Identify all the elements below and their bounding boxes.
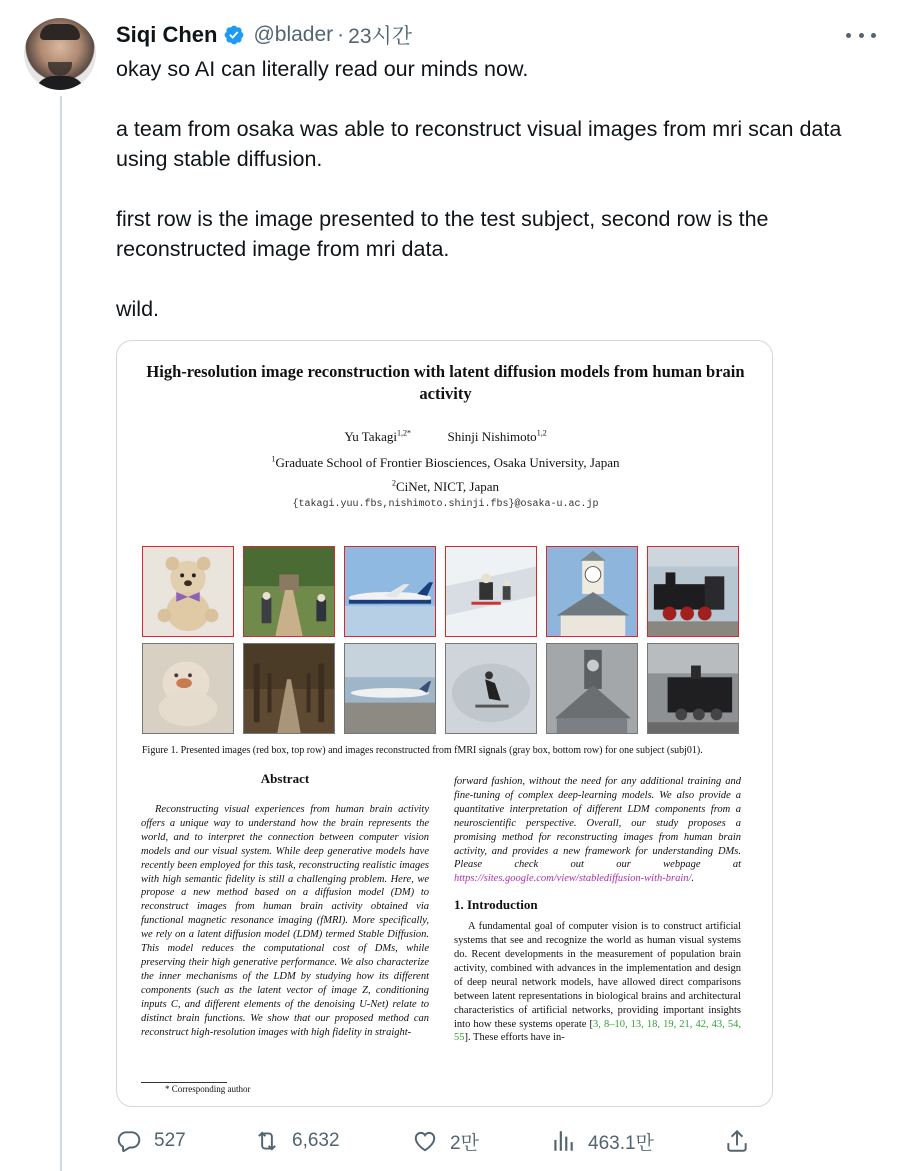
tweet-paragraph: wild. bbox=[116, 297, 160, 321]
reply-icon bbox=[116, 1128, 142, 1154]
views-button[interactable] bbox=[550, 1124, 654, 1158]
author-handle[interactable]: @blader bbox=[253, 23, 334, 46]
views-icon bbox=[550, 1128, 576, 1154]
tweet-paragraph: okay so AI can literally read our minds now. bbox=[116, 57, 529, 81]
project-link[interactable]: https://sites.google.com/view/stablediffusion-with-brain/ bbox=[454, 873, 692, 885]
reconstructed-airliner bbox=[344, 643, 436, 734]
abstract-paragraph: Reconstructing visual experiences from human brain activity offers a unique way to understand how the brain represents the world, and to interpret the connection between computer vision models and our visual system. While deep generative models have recently been employed for this task, reconstructing realistic images with high semantic fidelity is still a challenging problem. Here, we propose a new method based on a diffusion model (DM) to reconstruct images from human brain activity obtained via functional magnetic resonance imaging (fMRI). More specifically, we rely on a latent diffusion model (LDM) termed Stable Diffusion. This model reduces the computational cost of DMs, while preserving their high generative performance. We also characterize the inner mechanisms of the LDM by studying how its different components (such as the latent vector of image Z, conditioning inputs C, and different elements of the denoising U-Net) relate to distinct brain functions. We show that our proposed method can reconstruct high-resolution images with high fidelity in straight- bbox=[141, 804, 429, 1038]
introduction-paragraph: A fundamental goal of computer vision is to construct artificial systems that see and recognize the world as human visual systems do. Recent developments in the measurement of population brain activity, combined with advances in the implementation and design of deep neural network models, have allowed direct comparisons between latent representations in biological brains and architectural characteristics of artificial networks, providing important insights into how these systems operate [3, 8–10, 13, 18, 19, 21, 42, 43, 54, 55]. These efforts have in- bbox=[454, 921, 741, 1044]
abstract-continuation: forward fashion, without the need for any additional training and fine-tuning of complex deep-learning models. We also provide a quantitative interpretation of different LDM components from a neuroscientific perspective. Overall, our study proposes a promising method for reconstructing images from human brain activity, and provides a new framework for understanding DMs. Please check out our webpage at https://sites.google.com/view/stablediffusion-with-brain/. bbox=[454, 776, 741, 885]
share-button[interactable] bbox=[724, 1124, 762, 1158]
separator-dot: · bbox=[337, 23, 345, 46]
affiliation-2: $^2$CiNet, NICT, Japan bbox=[391, 478, 500, 494]
reconstructed-skier bbox=[445, 643, 537, 734]
paper-authors bbox=[117, 429, 773, 445]
reconstructed-clock-tower bbox=[546, 643, 638, 734]
author-name[interactable]: Siqi Chen bbox=[116, 22, 218, 47]
citation-links[interactable]: 3, 8–10, 13, 18, 19, 21, 42, 43, 54, 55 bbox=[454, 1018, 741, 1044]
tweet-paragraph: first row is the image presented to the test subject, second row is the reconstructed image from mri data. bbox=[116, 207, 769, 261]
presented-clock-tower bbox=[546, 546, 638, 637]
like-button[interactable] bbox=[412, 1124, 479, 1158]
presented-park-path bbox=[243, 546, 335, 637]
presented-airplane bbox=[344, 546, 436, 637]
verified-badge-icon bbox=[223, 24, 245, 46]
paper-title: High-resolution image reconstruction with latent diffusion models from human brain activity bbox=[146, 362, 745, 403]
tweet-paragraph: a team from osaka was able to reconstruct visual images from mri scan data using stable diffusion. bbox=[116, 117, 842, 171]
author-2: Shinji Nishimoto bbox=[447, 429, 537, 444]
right-column bbox=[454, 775, 741, 1045]
footnote-rule bbox=[141, 1082, 227, 1083]
like-count: 2만 bbox=[450, 1132, 479, 1154]
heart-icon bbox=[412, 1128, 438, 1154]
tweet-text bbox=[116, 54, 876, 324]
reply-count: 527 bbox=[154, 1130, 186, 1151]
reconstructed-teddy-bear bbox=[142, 643, 234, 734]
more-options-icon[interactable] bbox=[846, 24, 876, 46]
presented-snowboarders bbox=[445, 546, 537, 637]
tweet-header bbox=[116, 18, 412, 52]
thread-line bbox=[60, 96, 62, 1171]
retweet-count: 6,632 bbox=[292, 1130, 340, 1151]
affiliation-1: $^1$Graduate School of Frontier Biosciences, Osaka University, Japan bbox=[271, 454, 620, 470]
author-emails: {takagi.yuu.fbs,nishimoto.shinji.fbs}@osaka-u.ac.jp bbox=[292, 499, 599, 510]
presented-locomotive bbox=[647, 546, 739, 637]
abstract-heading: Abstract bbox=[260, 771, 310, 786]
timestamp[interactable]: 23시간 bbox=[348, 25, 413, 48]
footnote: * Corresponding author bbox=[165, 1084, 251, 1094]
reconstructed-tree-path bbox=[243, 643, 335, 734]
attached-image[interactable] bbox=[116, 340, 773, 1107]
view-count: 463.1만 bbox=[588, 1132, 654, 1154]
retweet-icon bbox=[254, 1128, 280, 1154]
share-icon bbox=[724, 1128, 750, 1154]
figure-caption: Figure 1. Presented images (red box, top row) and images reconstructed from fMRI signals (gray box, bottom row) for one subject (subj01). bbox=[142, 745, 703, 756]
author-1-sup: 1,2* bbox=[396, 428, 411, 438]
reconstructed-locomotive bbox=[647, 643, 739, 734]
author-1: Yu Takagi bbox=[344, 429, 397, 444]
abstract-text bbox=[141, 803, 429, 1039]
author-2-sup: 1,2 bbox=[536, 428, 547, 438]
retweet-button[interactable] bbox=[254, 1124, 340, 1158]
reply-button[interactable] bbox=[116, 1124, 186, 1158]
avatar[interactable] bbox=[24, 18, 96, 90]
tweet-actions bbox=[116, 1124, 756, 1158]
paper-page bbox=[117, 341, 773, 1107]
presented-teddy-bear bbox=[142, 546, 234, 637]
introduction-heading: 1. Introduction bbox=[454, 897, 538, 913]
